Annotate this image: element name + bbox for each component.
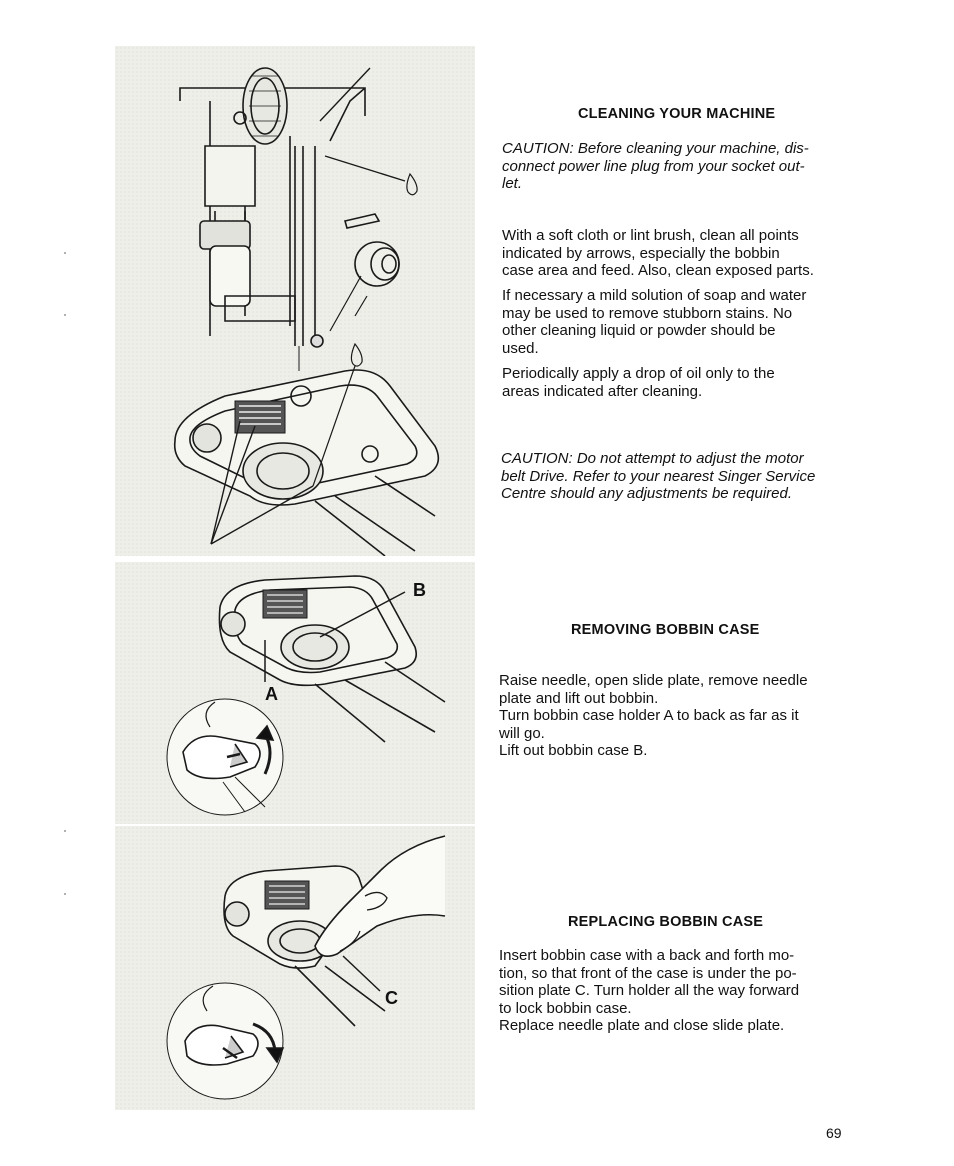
cleaning-paragraph-2: If necessary a mild solution of soap and water may be used to remove stubborn stains. No other cleaning liquid or powder should be used.	[502, 287, 807, 357]
callout-c: C	[385, 988, 398, 1008]
caution-unplug: CAUTION: Before cleaning your machine, dis- connect power line plug from your socket out- let.	[502, 140, 809, 192]
removing-bobbin-illustration	[115, 562, 475, 824]
margin-mark	[64, 893, 66, 895]
replacing-heading: REPLACING BOBBIN CASE	[568, 914, 764, 930]
margin-mark	[64, 252, 66, 254]
cleaning-illustration	[115, 46, 475, 556]
cleaning-heading: CLEANING YOUR MACHINE	[578, 106, 776, 122]
replacing-bobbin-illustration	[115, 826, 475, 1110]
cleaning-paragraph-1: With a soft cloth or lint brush, clean all points indicated by arrows, especially the bobbin case area and feed. Also, clean exposed parts.	[502, 227, 814, 279]
page-number: 69	[826, 1125, 842, 1141]
callout-b: B	[413, 580, 426, 600]
replacing-instructions: Insert bobbin case with a back and forth mo- tion, so that front of the case is under the po- sition plate C. Turn holder all the way forward to lock bobbin case. Replace needle plate and close slide plate.	[499, 947, 800, 1034]
callout-a: A	[265, 684, 278, 704]
margin-mark	[64, 314, 66, 316]
caution-motor-belt: CAUTION: Do not attempt to adjust the motor belt Drive. Refer to your nearest Singer Service Centre should any adjustments be required.	[501, 450, 816, 502]
margin-mark	[64, 830, 66, 832]
removing-instructions: Raise needle, open slide plate, remove needle plate and lift out bobbin. Turn bobbin case holder A to back as far as it will go. Lift out bobbin case B.	[499, 672, 808, 759]
removing-heading: REMOVING BOBBIN CASE	[571, 622, 760, 638]
cleaning-paragraph-3: Periodically apply a drop of oil only to the areas indicated after cleaning.	[502, 365, 775, 400]
